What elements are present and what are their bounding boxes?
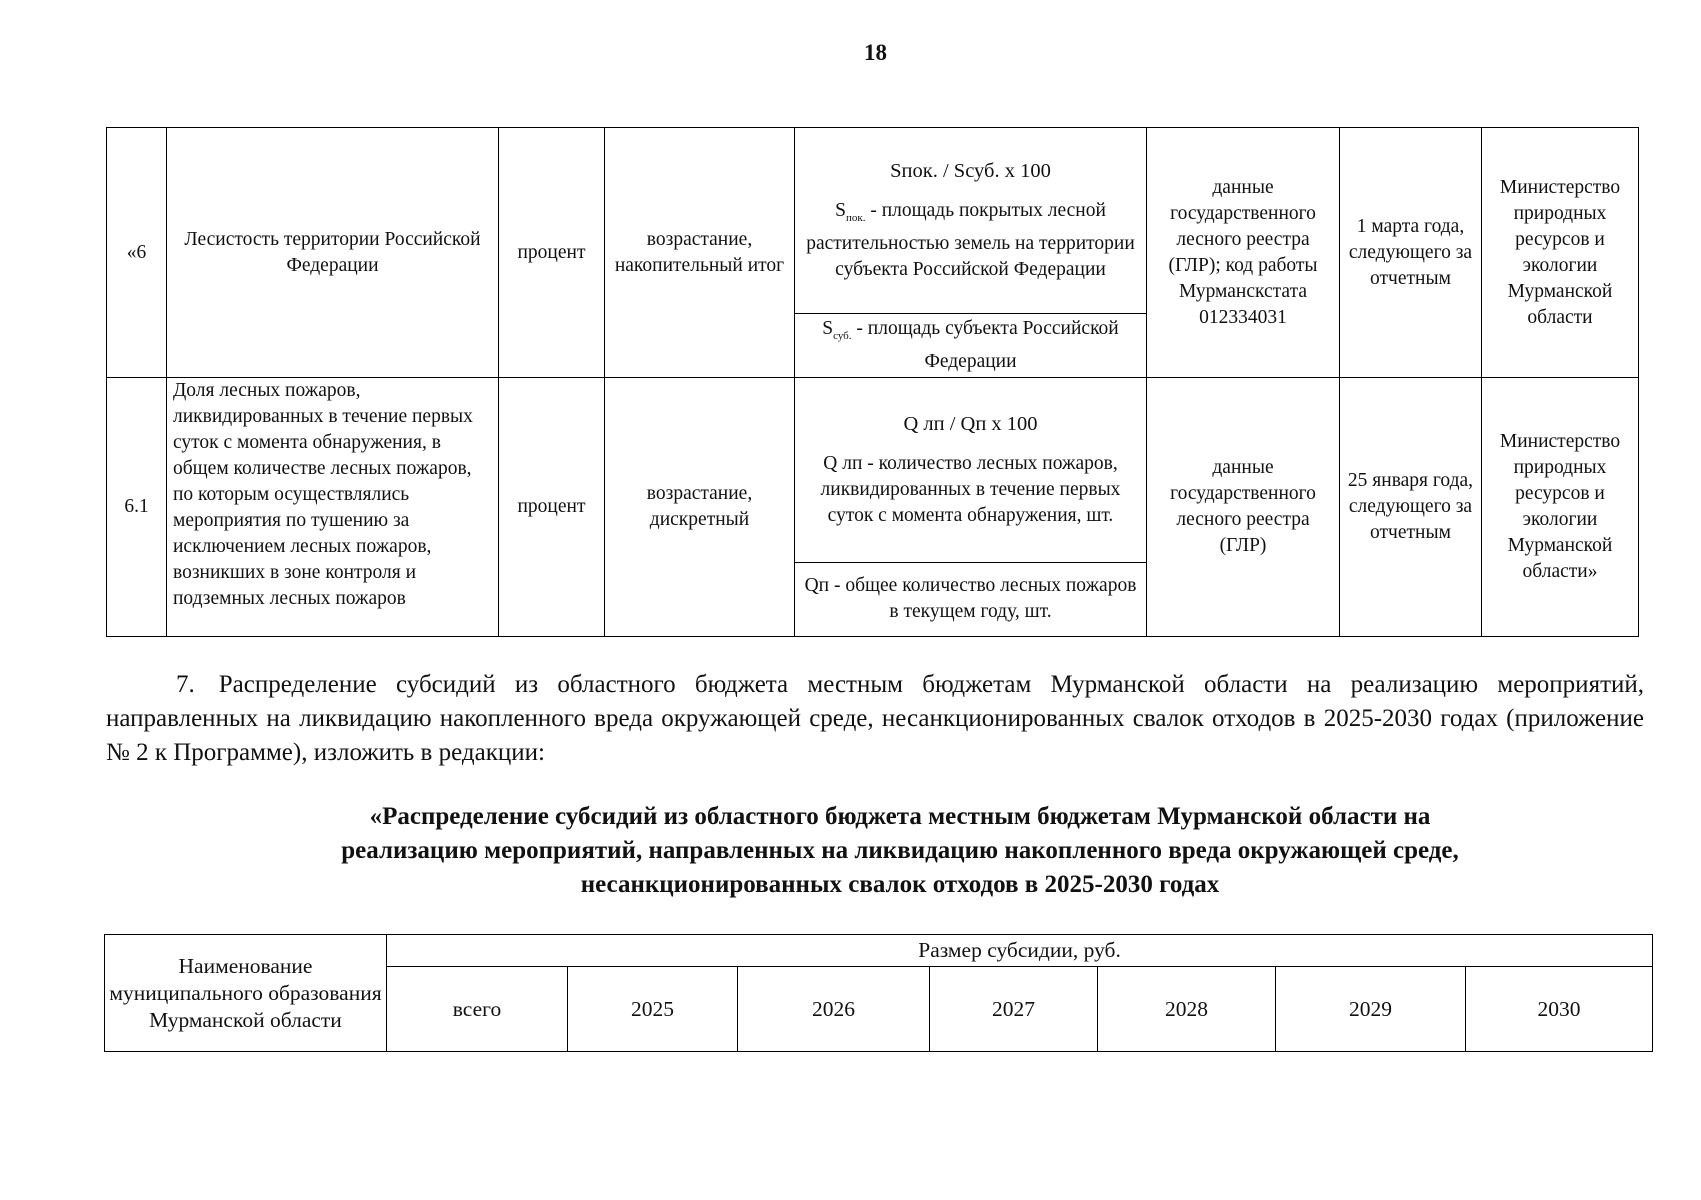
trend-cell: возрастание, накопительный итог [605, 128, 795, 378]
formula: Sпок. / Sсуб. х 100 [890, 160, 1051, 183]
formula-var-text: - площадь субъекта Российской Федерации [851, 318, 1119, 373]
column-header: 2029 [1276, 967, 1466, 1052]
column-header: 2030 [1466, 967, 1653, 1052]
column-header: 2025 [568, 967, 738, 1052]
section-title-line: реализацию мероприятий, направленных на ликвидацию накопленного вреда окружающей среде, [341, 837, 1459, 864]
unit-cell: процент [499, 128, 605, 378]
trend-cell: возрастание, дискретный [605, 378, 795, 637]
formula-var-sub: пок. [845, 212, 866, 225]
column-header: 2026 [738, 967, 930, 1052]
row-number: «6 [107, 128, 167, 378]
deadline-cell: 25 января года, следующего за отчетным [1340, 378, 1482, 637]
page-number: 18 [864, 40, 887, 65]
responsible-cell: Министерство природных ресурсов и экологии Мурманской области» [1482, 378, 1639, 637]
municipality-header: Наименование муниципального образования Мурманской области [105, 935, 387, 1052]
formula-cell [795, 378, 1147, 562]
formula-var-symbol: S [822, 318, 834, 340]
section-title-line: несанкционированных свалок отходов в 2025-2030 годах [580, 871, 1220, 898]
table-row [107, 128, 1639, 314]
table-row [107, 378, 1639, 562]
responsible-cell: Министерство природных ресурсов и экологии Мурманской области [1482, 128, 1639, 378]
formula-var-cell [795, 562, 1147, 636]
indicators-table [106, 127, 1639, 637]
formula-var-text: Q лп - количество лесных пожаров, ликвидированных в течение первых суток с момента обнаружения, шт. [820, 453, 1121, 527]
unit-cell: процент [499, 378, 605, 637]
column-header: 2028 [1098, 967, 1276, 1052]
indicator-name: Лесистость территории Российской Федерации [167, 128, 499, 378]
formula-var-text: - площадь покрытых лесной растительностью земель на территории субъекта Российской Федерации [806, 200, 1135, 281]
column-header: всего [387, 967, 568, 1052]
paragraph-7 [106, 668, 1644, 770]
deadline-cell: 1 марта года, следующего за отчетным [1340, 128, 1482, 378]
formula-cell [795, 128, 1147, 314]
paragraph-text: Распределение субсидий из областного бюджета местным бюджетам Мурманской области на реализацию мероприятий, направленных на ликвидацию накопленного вреда окружающей среде, несанкционированных свалок отходов в 2025-2030 годах (приложение № 2 к Программе), изложить в редакции: [106, 671, 1644, 766]
subsidy-table [104, 934, 1653, 1052]
formula-var-text: Qп - общее количество лесных пожаров в текущем году, шт. [804, 575, 1137, 623]
indicator-name: Доля лесных пожаров, ликвидированных в течение первых суток с момента обнаружения, в общем количестве лесных пожаров, по которым осуществлялись мероприятия по тушению за исключением лесных пожаров, возникших в зоне контроля и подземных лесных пожаров [167, 378, 499, 637]
row-number: 6.1 [107, 378, 167, 637]
section-title-line: «Распределение субсидий из областного бюджета местным бюджетам Мурманской области на [369, 803, 1431, 830]
formula-var-sub: суб. [833, 330, 852, 343]
source-cell: данные государственного лесного реестра (ГЛР); код работы Мурманскстата 012334031 [1147, 128, 1340, 378]
subsidy-size-header: Размер субсидии, руб. [387, 935, 1653, 967]
column-header: 2027 [930, 967, 1098, 1052]
table-header-row [105, 935, 1653, 967]
section-title [130, 800, 1670, 902]
source-cell: данные государственного лесного реестра (ГЛР) [1147, 378, 1340, 637]
formula: Q лп / Qп х 100 [903, 413, 1038, 436]
formula-var-symbol: S [835, 200, 846, 222]
paragraph-number: 7. [176, 671, 195, 698]
formula-var-cell [795, 314, 1147, 378]
